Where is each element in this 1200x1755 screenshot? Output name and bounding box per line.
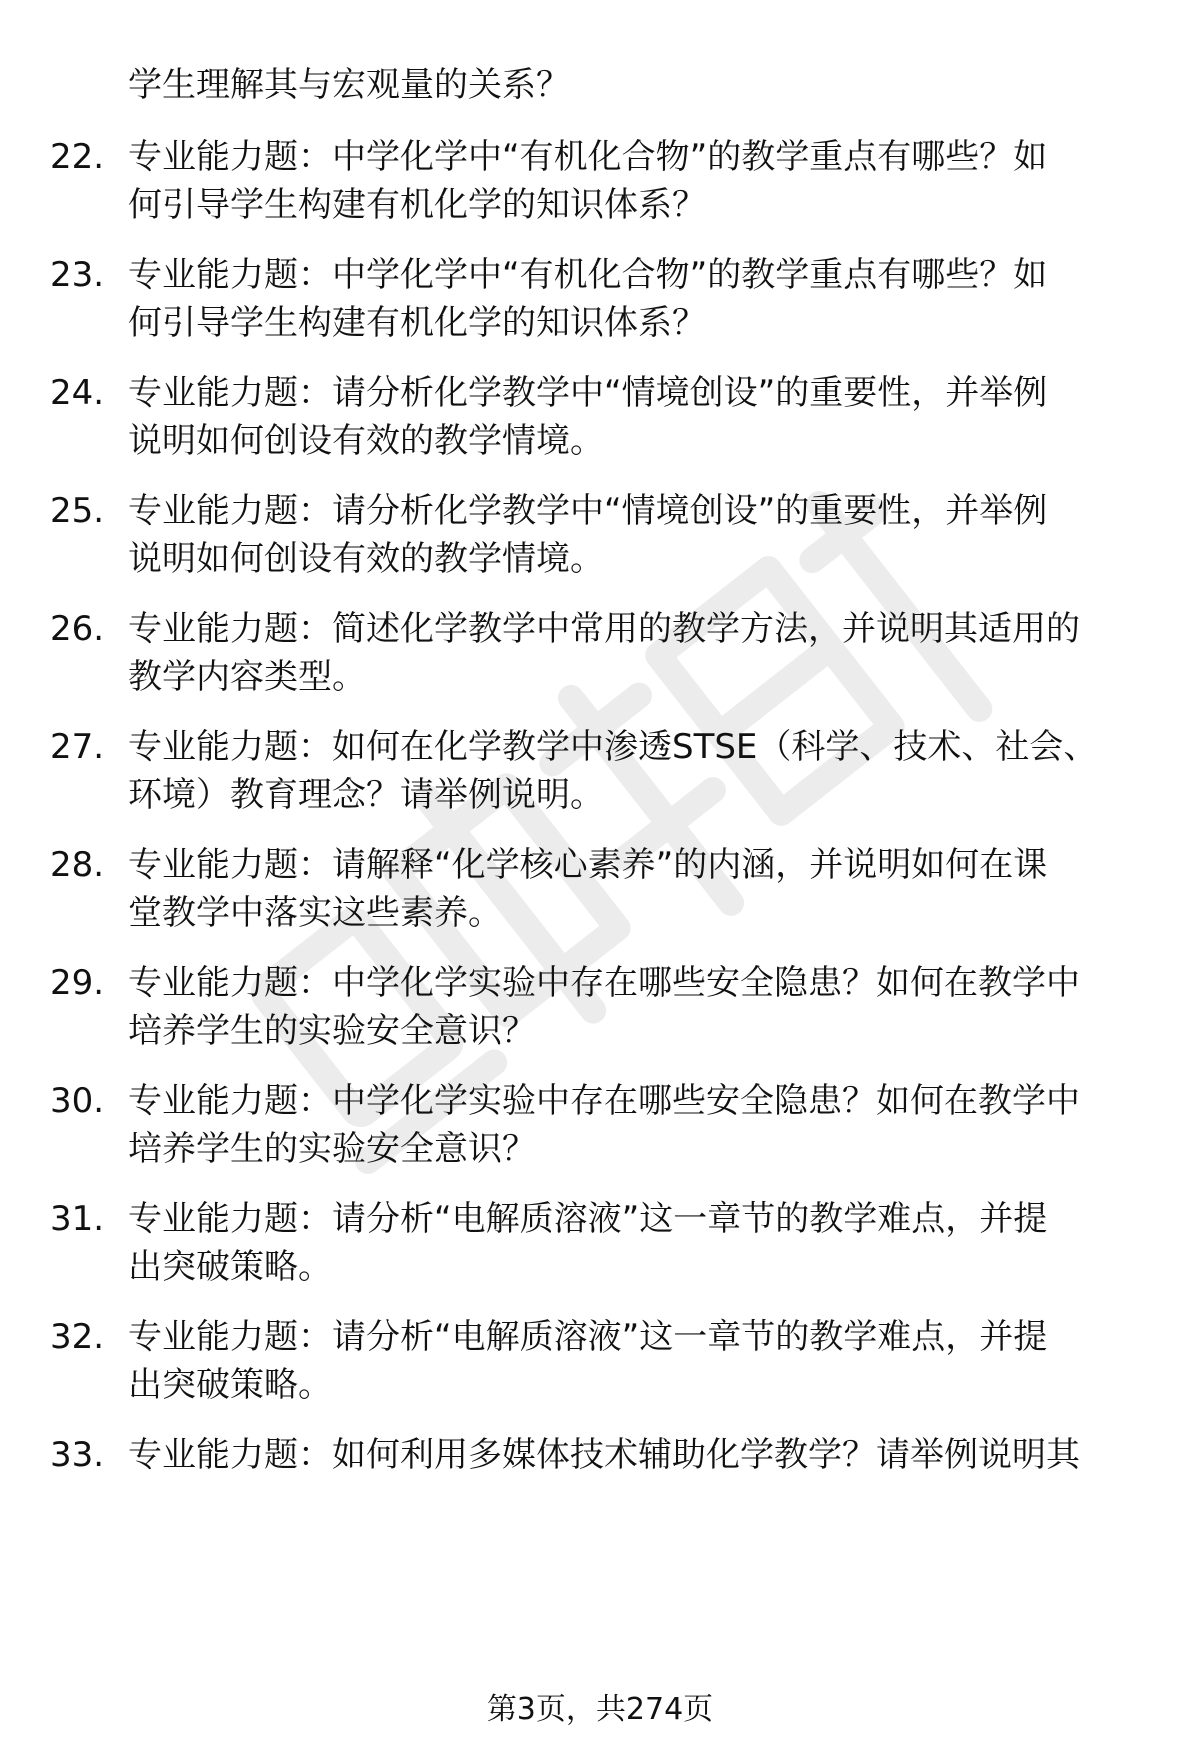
question-text-line-1: 专业能力题：中学化学中“有机化合物”的教学重点有哪些？如 <box>128 137 1048 177</box>
question-text-line-1: 专业能力题：如何利用多媒体技术辅助化学教学？请举例说明其 <box>128 1435 1080 1475</box>
question-number: 27. <box>50 727 105 767</box>
question-text-line-1: 专业能力题：请解释“化学核心素养”的内涵，并说明如何在课 <box>128 845 1048 885</box>
question-text-line-1: 专业能力题：简述化学教学中常用的教学方法，并说明其适用的 <box>128 609 1080 649</box>
question-text-line-1: 专业能力题：中学化学实验中存在哪些安全隐患？如何在教学中 <box>128 963 1080 1003</box>
continued-question-line: 学生理解其与宏观量的关系？ <box>128 65 570 105</box>
question-text-line-1: 专业能力题：请分析化学教学中“情境创设”的重要性，并举例 <box>128 373 1048 413</box>
question-text-line-2: 环境）教育理念？请举例说明。 <box>128 775 604 815</box>
question-text-line-2: 出突破策略。 <box>128 1365 332 1405</box>
question-number: 26. <box>50 609 105 649</box>
question-text-line-2: 教学内容类型。 <box>128 657 366 697</box>
question-text-line-2: 说明如何创设有效的教学情境。 <box>128 539 604 579</box>
question-text-line-2: 何引导学生构建有机化学的知识体系？ <box>128 185 706 225</box>
question-number: 23. <box>50 255 105 295</box>
question-number: 29. <box>50 963 105 1003</box>
question-text-line-1: 专业能力题：请分析化学教学中“情境创设”的重要性，并举例 <box>128 491 1048 531</box>
question-text-line-1: 专业能力题：请分析“电解质溶液”这一章节的教学难点，并提 <box>128 1317 1048 1357</box>
question-number: 28. <box>50 845 105 885</box>
question-number: 33. <box>50 1435 105 1475</box>
question-number: 22. <box>50 137 105 177</box>
question-text-line-1: 专业能力题：请分析“电解质溶液”这一章节的教学难点，并提 <box>128 1199 1048 1239</box>
question-text-line-2: 培养学生的实验安全意识？ <box>128 1129 536 1169</box>
question-text-line-2: 出突破策略。 <box>128 1247 332 1287</box>
question-text-line-2: 培养学生的实验安全意识？ <box>128 1011 536 1051</box>
question-text-line-2: 堂教学中落实这些素养。 <box>128 893 502 933</box>
question-number: 30. <box>50 1081 105 1121</box>
page-number-footer: 第3页，共274页 <box>486 1692 714 1727</box>
question-text-line-2: 说明如何创设有效的教学情境。 <box>128 421 604 461</box>
question-number: 32. <box>50 1317 105 1357</box>
question-text-line-1: 专业能力题：中学化学实验中存在哪些安全隐患？如何在教学中 <box>128 1081 1080 1121</box>
question-text-line-1: 专业能力题：中学化学中“有机化合物”的教学重点有哪些？如 <box>128 255 1048 295</box>
question-number: 25. <box>50 491 105 531</box>
question-text-line-1: 专业能力题：如何在化学教学中渗透STSE（科学、技术、社会、 <box>128 727 1098 767</box>
question-number: 24. <box>50 373 105 413</box>
question-text-line-2: 何引导学生构建有机化学的知识体系？ <box>128 303 706 343</box>
question-number: 31. <box>50 1199 105 1239</box>
